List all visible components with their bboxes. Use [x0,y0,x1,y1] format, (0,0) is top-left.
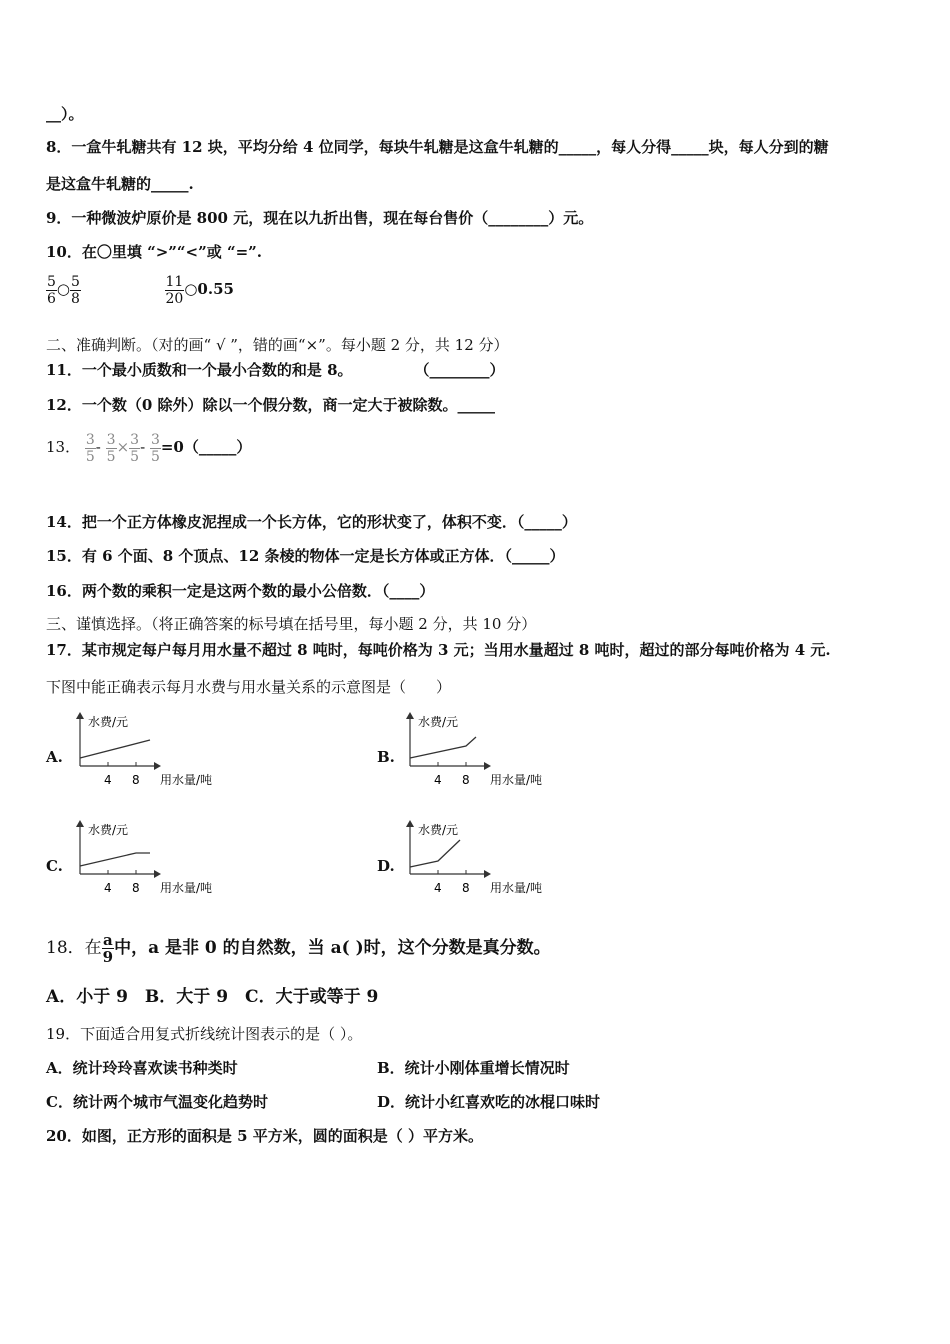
y-axis-label: 水费/元 [88,715,129,729]
fraction-3-5: $\frac{3}{5}$ [130,431,140,465]
decimal-value: 0.55 [197,280,234,298]
question-9: 9．一种微波炉原价是 800 元，现在以九折出售，现在每台售价（________）元。 [46,209,594,227]
question-14: 14．把一个正方体橡皮泥捏成一个长方体，它的形状变了，体积不变．（_____） [46,513,577,531]
svg-text:8: 8 [462,881,470,895]
section-3-heading: 三、谨慎选择。（将正确答案的标号填在括号里，每小题 2 分，共 10 分） [46,615,537,633]
question-10-expressions [46,271,234,307]
graph-option-a [72,710,232,792]
y-axis-label: 水费/元 [418,715,459,729]
question-16: 16．两个数的乘积一定是这两个数的最小公倍数．（____） [46,582,435,600]
question-19-option-a: A．统计玲玲喜欢读书种类时 [46,1059,238,1077]
x-axis-label: 用水量/吨 [160,773,213,787]
svg-text:4: 4 [104,773,112,787]
graph-option-c [72,818,232,900]
question-17-line-2: 下图中能正确表示每月水费与用水量关系的示意图是（ ） [46,678,452,696]
fraction-3-5: $\frac{3}{5}$ [106,431,116,465]
option-a-label: A. [46,748,63,766]
fraction-3-5: $\frac{3}{5}$ [150,431,160,465]
previous-question-tail: __）。 [46,105,84,123]
question-12: 12．一个数（0 除外）除以一个假分数，商一定大于被除数。_____ [46,396,496,414]
question-19-option-d: D．统计小红喜欢吃的冰棍口味时 [377,1093,601,1111]
question-19: 19．下面适合用复式折线统计图表示的是（ ）。 [46,1025,363,1043]
svg-text:4: 4 [434,773,442,787]
svg-text:4: 4 [104,881,112,895]
question-19-option-b: B．统计小刚体重增长情况时 [377,1059,570,1077]
fraction-5-6: $\frac{5}{6}$ [47,273,56,307]
question-8-line-1: 8．一盒牛轧糖共有 12 块，平均分给 4 位同学，每块牛轧糖是这盒牛轧糖的_____，每人分得_____块，每人分到的糖 [46,138,829,156]
x-axis-label: 用水量/吨 [490,881,543,895]
fraction-3-5: $\frac{3}{5}$ [85,431,95,465]
graph-option-d [402,818,562,900]
option-d-label: D. [377,857,395,875]
y-axis-label: 水费/元 [88,823,129,837]
comparison-circle: ○ [184,280,198,298]
question-11: 11．一个最小质数和一个最小合数的和是 8。 （________） [46,361,505,379]
question-17-line-1: 17．某市规定每户每月用水量不超过 8 吨时，每吨价格为 3 元；当用水量超过 8 吨时，超过的部分每吨价格为 4 元. [46,641,831,659]
question-20: 20．如图，正方形的面积是 5 平方米，圆的面积是（ ）平方米。 [46,1127,483,1145]
question-19-option-c: C．统计两个城市气温变化趋势时 [46,1093,268,1111]
graph-option-b [402,710,562,792]
question-10: 10．在〇里填 “>”“<”或 “=”. [46,243,263,261]
fraction-a-9: $\frac{a}{9}$ [102,931,114,966]
option-c-label: C. [46,857,63,875]
x-axis-label: 用水量/吨 [160,881,213,895]
svg-text:8: 8 [132,773,140,787]
svg-text:8: 8 [462,773,470,787]
section-2-heading: 二、准确判断。（对的画“ √ ”，错的画“×”。每小题 2 分，共 12 分） [46,336,509,354]
y-axis-label: 水费/元 [418,823,459,837]
fraction-5-8: $\frac{5}{8}$ [71,273,80,307]
question-15: 15．有 6 个面、8 个顶点、12 条棱的物体一定是长方体或正方体．（_____） [46,547,565,565]
comparison-circle: ○ [56,280,71,298]
question-18: 18．在 $\frac{a}{9}$ 中，a 是非 0 的自然数，当 a( )时，这个分数是真分数。 [46,931,551,966]
svg-text:8: 8 [132,881,140,895]
svg-text:4: 4 [434,881,442,895]
x-axis-label: 用水量/吨 [490,773,543,787]
question-18-options: A．小于 9 B．大于 9 C．大于或等于 9 [46,987,379,1007]
option-b-label: B. [377,748,395,766]
fraction-11-20: $\frac{11}{20}$ [165,273,184,307]
question-8-line-2: 是这盒牛轧糖的_____. [46,175,194,193]
question-13: 13． $\frac{3}{5}$ - $\frac{3}{5}$ × $\frac{3}{5}$ - $\frac{3}{5}$ =0（_____） [46,431,252,465]
